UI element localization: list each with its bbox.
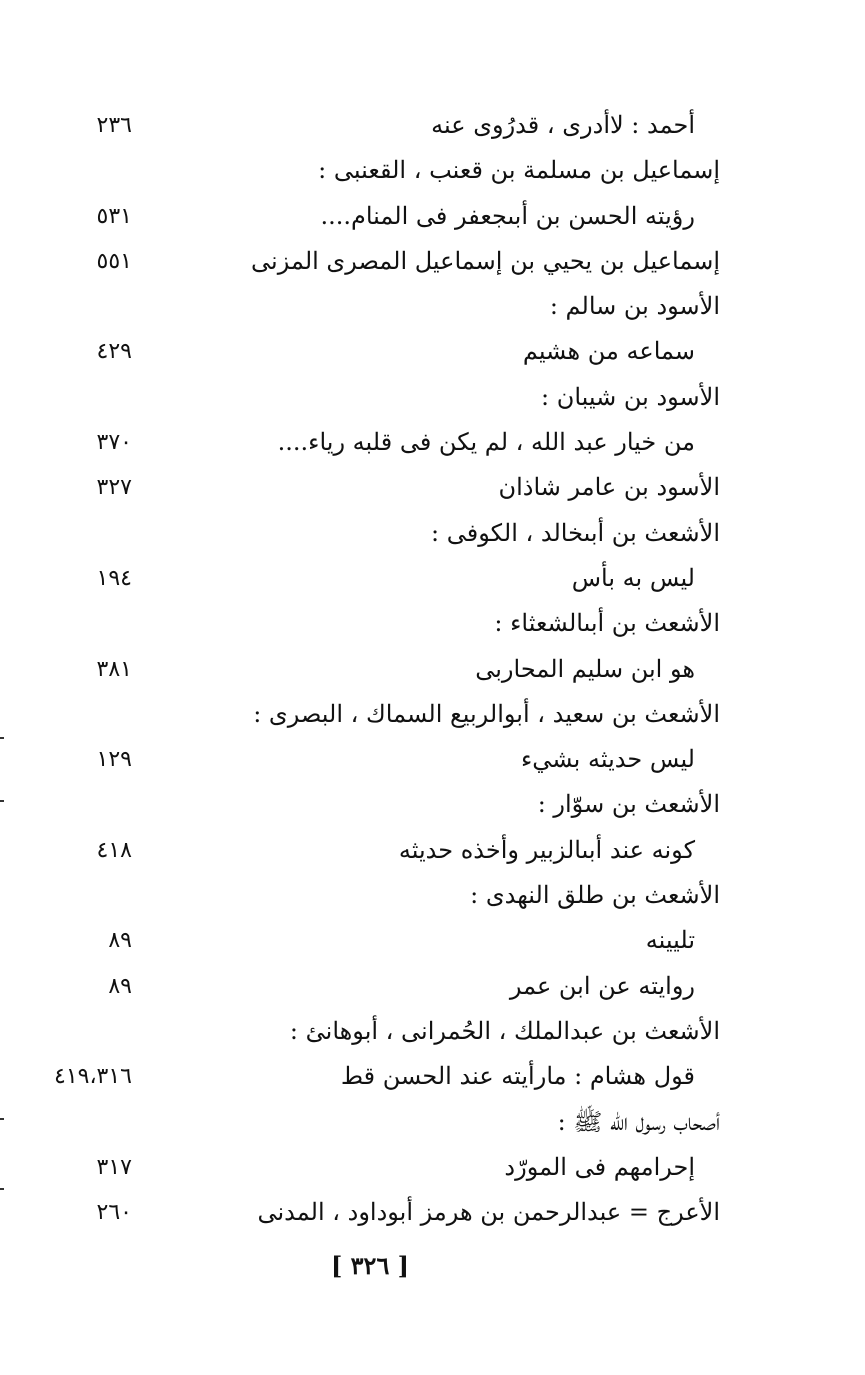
index-entry bbox=[0, 465, 865, 510]
entry-text: ليس حديثه بشيء bbox=[520, 745, 695, 774]
index-entry bbox=[0, 601, 865, 646]
entry-page-ref: ٥٣١ bbox=[96, 203, 132, 229]
entry-page-ref: ٨٩ bbox=[108, 928, 132, 954]
entry-text: الأعرج = عبدالرحمن بن هرمز أبوداود ، المدنى bbox=[257, 1198, 720, 1227]
entry-text: الأشعث بن أبىخالد ، الكوفى : bbox=[431, 518, 720, 547]
entry-page-ref: ٣٧٠ bbox=[96, 430, 132, 456]
entry-text: قول هشام : مارأيته عند الحسن قط bbox=[340, 1062, 695, 1091]
entry-page-ref: ٢٦٠ bbox=[96, 1200, 132, 1226]
index-entry bbox=[0, 511, 865, 556]
index-subentry bbox=[0, 1145, 865, 1190]
entry-page-ref: ٤١٨ bbox=[96, 837, 132, 863]
entry-page-ref bbox=[0, 375, 132, 420]
entry-text: الأشعث بن سعيد ، أبوالربيع السماك ، البصرى : bbox=[253, 699, 720, 728]
entry-text: الأشعث بن سوّار : bbox=[537, 790, 720, 819]
entry-text: كونه عند أبىالزبير وأخذه حديثه bbox=[398, 835, 695, 864]
entry-page-ref: ٢٣٦ bbox=[96, 113, 132, 138]
entry-text: إسماعيل بن مسلمة بن قعنب ، القعنبى : bbox=[318, 156, 720, 185]
entry-text: هو ابن سليم المحاربى bbox=[475, 654, 695, 683]
index-entry bbox=[0, 782, 865, 827]
entry-page-ref bbox=[0, 601, 132, 646]
index-entry bbox=[0, 873, 865, 918]
entry-text: الأشعث بن طلق النهدى : bbox=[470, 881, 720, 910]
entry-text: من خيار عبد الله ، لم يكن فى قلبه رياء.... bbox=[277, 428, 695, 457]
entry-page-ref bbox=[0, 782, 132, 827]
entry-page-ref bbox=[0, 1100, 132, 1145]
entry-page-ref: ١٩٤ bbox=[96, 565, 132, 591]
index-subentry bbox=[0, 828, 865, 873]
entry-page-ref: ٣١٧ bbox=[96, 1154, 132, 1180]
scan-edge-mark bbox=[0, 800, 4, 802]
index-entry bbox=[0, 284, 865, 329]
entry-text: الأسود بن سالم : bbox=[549, 292, 720, 321]
index-entry bbox=[0, 239, 865, 284]
entry-text: أصحاب رسول الله ﷺ : bbox=[557, 1107, 720, 1136]
entry-page-ref bbox=[0, 284, 132, 329]
index-subentry bbox=[0, 1054, 865, 1099]
index-entry bbox=[0, 692, 865, 737]
entry-page-ref bbox=[0, 148, 132, 193]
entry-page-ref: ٥٥١ bbox=[96, 248, 132, 274]
entry-page-ref bbox=[0, 511, 132, 556]
entry-page-ref bbox=[0, 873, 132, 918]
index-subentry bbox=[0, 647, 865, 692]
index-subentry bbox=[0, 103, 865, 148]
entry-page-ref: ١٢٩ bbox=[96, 747, 132, 773]
scan-edge-mark bbox=[0, 1118, 4, 1120]
index-entry bbox=[0, 375, 865, 420]
index-subentry bbox=[0, 737, 865, 782]
entry-text: روايته عن ابن عمر bbox=[509, 971, 695, 1000]
entry-page-ref: ٤٢٩ bbox=[96, 339, 132, 365]
entry-text: الأسود بن شيبان : bbox=[540, 382, 720, 411]
scan-edge-mark bbox=[0, 1188, 4, 1190]
index-subentry bbox=[0, 964, 865, 1009]
entry-text: أحمد : لاأدرى ، قدرُوى عنه bbox=[431, 111, 695, 139]
entry-page-ref: ٣٢٧ bbox=[96, 475, 132, 501]
entry-text: إحرامهم فى المورّد bbox=[504, 1152, 695, 1181]
entry-text: الأشعث بن عبدالملك ، الحُمرانى ، أبوهانئ : bbox=[289, 1016, 720, 1045]
entry-text: الأشعث بن أبىالشعثاء : bbox=[494, 609, 720, 638]
index-subentry bbox=[0, 194, 865, 239]
entry-page-ref bbox=[0, 692, 132, 737]
page-number: [ ٣٢٦ ] bbox=[330, 1251, 410, 1280]
index-entry bbox=[0, 1009, 865, 1054]
entry-text: رؤيته الحسن بن أبىجعفر فى المنام.... bbox=[320, 201, 695, 230]
entry-page-ref: ٨٩ bbox=[108, 973, 132, 999]
index-entry bbox=[0, 148, 865, 193]
entry-text: تليينه bbox=[645, 926, 695, 955]
index-entry bbox=[0, 1100, 865, 1145]
index-subentry bbox=[0, 420, 865, 465]
index-subentry bbox=[0, 918, 865, 963]
entry-text: ليس به بأس bbox=[571, 563, 695, 592]
entry-page-ref: ٤١٩،٣١٦ bbox=[54, 1064, 132, 1090]
index-subentry bbox=[0, 329, 865, 374]
entry-text: إسماعيل بن يحيي بن إسماعيل المصرى المزنى bbox=[251, 246, 720, 275]
index-subentry bbox=[0, 556, 865, 601]
entry-page-ref bbox=[0, 1009, 132, 1054]
entry-page-ref: ٣٨١ bbox=[96, 656, 132, 682]
index-entry bbox=[0, 1190, 865, 1235]
entry-text: الأسود بن عامر شاذان bbox=[498, 473, 720, 502]
index-entries bbox=[0, 103, 865, 1235]
scan-edge-mark bbox=[0, 737, 4, 739]
entry-text: سماعه من هشيم bbox=[522, 337, 695, 366]
